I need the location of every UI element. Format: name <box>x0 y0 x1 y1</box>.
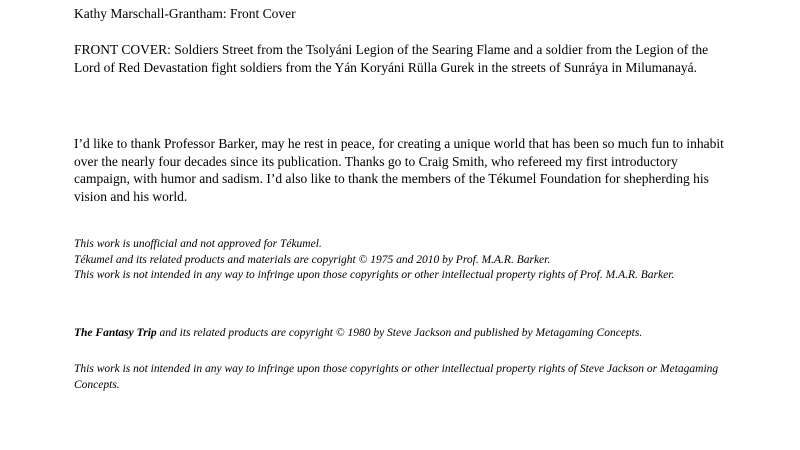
cover-artist-credit: Kathy Marschall-Grantham: Front Cover <box>74 6 296 21</box>
jackson-infringement-notice: This work is not intended in any way to infringe upon those copyrights or other intellectual property rights of Steve Jackson or Metagaming Concepts. <box>74 363 719 391</box>
unofficial-notice: This work is unofficial and not approved for Tékumel. <box>74 238 322 250</box>
acknowledgements-paragraph: I’d like to thank Professor Barker, may he rest in peace, for creating a unique world that has been so much fun to inhabit over the nearly four decades since its publication. Thanks go to Craig Smith, who refereed my first introductory campaign, with humor and sadism. I’d also like to thank the members of the Tékumel Foundation for shepherding his vision and his world. <box>74 136 724 204</box>
fantasy-trip-copyright-text: and its related products are copyright © 1980 by Steve Jackson and published by Metagaming Concepts. <box>156 327 643 339</box>
front-cover-description: FRONT COVER: Soldiers Street from the Tsolyáni Legion of the Searing Flame and a soldier from the Legion of the Lord of Red Devastation fight soldiers from the Yán Koryáni Rülla Gurek in the streets of Sunráya in Milumanayá. <box>74 42 709 75</box>
fantasy-trip-copyright-notice <box>74 326 734 342</box>
barker-infringement-notice: This work is not intended in any way to infringe upon those copyrights or other intellectual property rights of Prof. M.A.R. Barker. <box>74 269 675 281</box>
tekumel-copyright-line: Tékumel and its related products and materials are copyright © 1975 and 2010 by Prof. M.A.R. Barker. <box>74 253 551 266</box>
tekumel-copyright-notice <box>74 237 734 284</box>
fantasy-trip-title: The Fantasy Trip <box>74 327 157 339</box>
